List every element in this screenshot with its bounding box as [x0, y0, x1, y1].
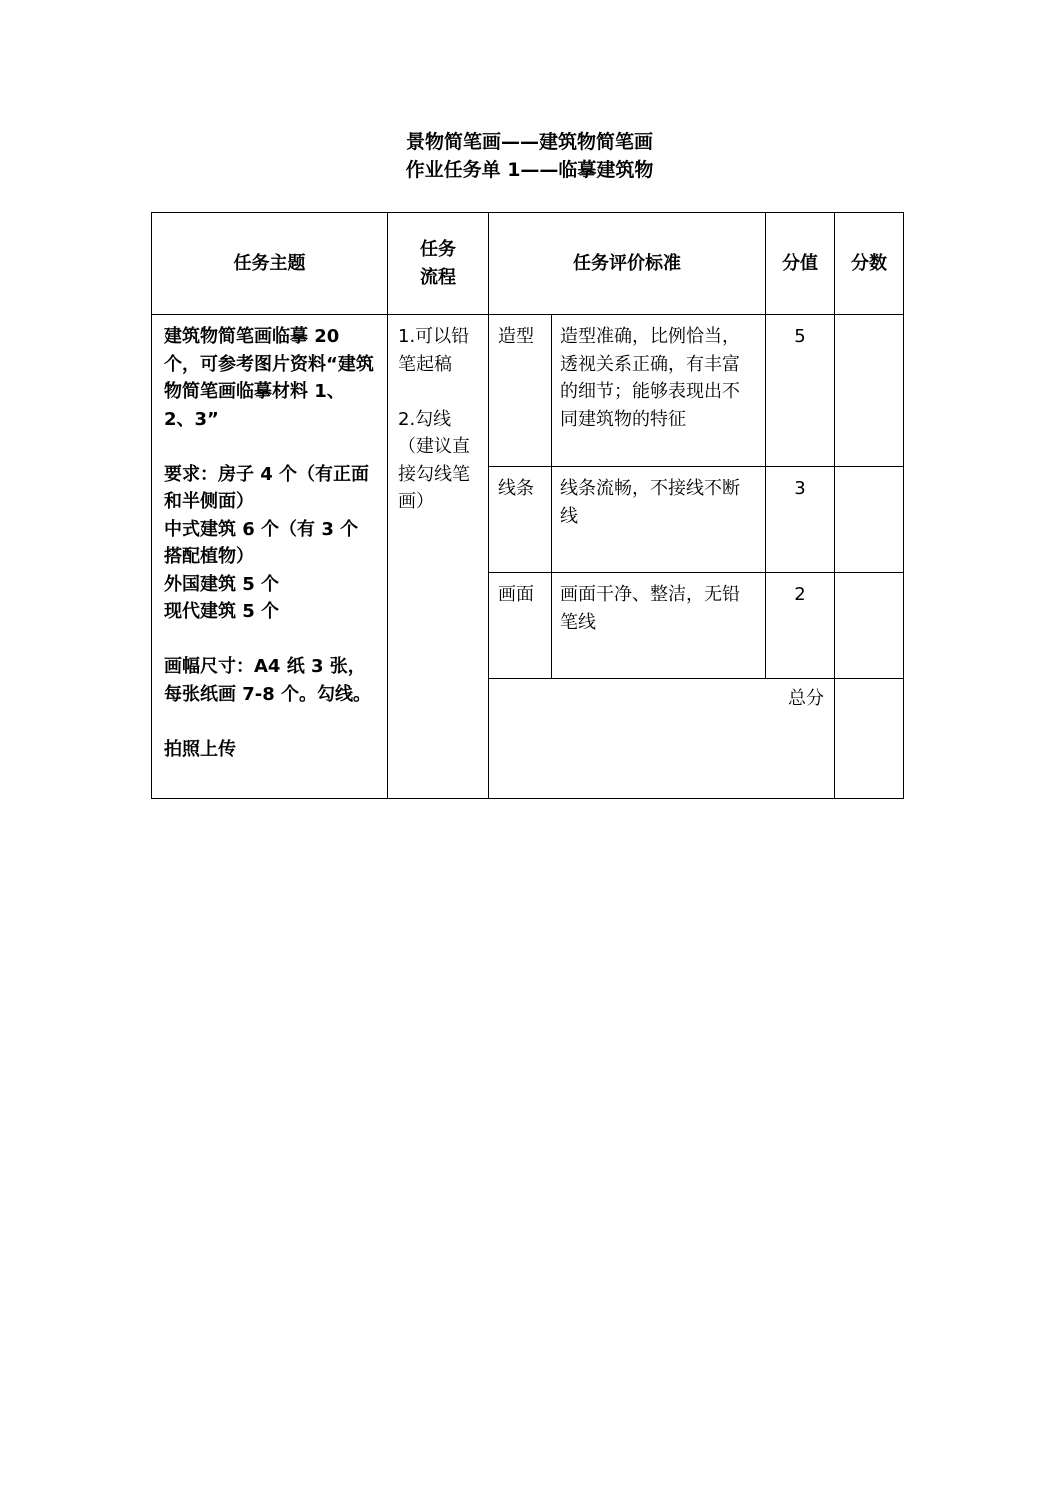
task-table	[151, 212, 904, 799]
document-title: 景物简笔画——建筑物简笔画	[405, 131, 653, 153]
header-criteria: 任务评价标准	[489, 213, 766, 315]
header-theme: 任务主题	[152, 213, 388, 315]
criterion-value: 3	[766, 467, 835, 573]
flow-step: 1.可以铅笔起稿	[398, 326, 470, 375]
theme-paragraph: 外国建筑 5 个	[164, 573, 280, 595]
theme-paragraph: 要求：房子 4 个（有正面和半侧面）	[164, 463, 370, 512]
header-flow-line2: 流程	[420, 266, 456, 288]
task-theme-cell	[152, 315, 388, 799]
flow-step: 2.勾线（建议直接勾线笔画）	[398, 408, 470, 512]
theme-paragraph: 拍照上传	[164, 738, 236, 760]
criterion-value: 2	[766, 573, 835, 679]
criterion-description: 画面干净、整洁，无铅笔线	[552, 573, 766, 679]
table-row	[152, 315, 904, 467]
criterion-name: 线条	[489, 467, 552, 573]
header-flow	[388, 213, 489, 315]
header-flow-line1: 任务	[420, 239, 456, 260]
theme-paragraph: 建筑物简笔画临摹 20 个，可参考图片资料“建筑物简笔画临摹材料 1、2、3”	[164, 326, 374, 430]
task-flow-cell	[388, 315, 489, 799]
theme-paragraph: 画幅尺寸：A4 纸 3 张，每张纸画 7-8 个。勾线。	[164, 656, 372, 705]
table-header-row	[152, 213, 904, 315]
criterion-score	[835, 467, 904, 573]
header-score: 分数	[835, 213, 904, 315]
document-title-block	[0, 128, 1059, 184]
criterion-score	[835, 315, 904, 467]
criterion-description: 线条流畅，不接线不断线	[552, 467, 766, 573]
criterion-description: 造型准确，比例恰当，透视关系正确，有丰富的细节；能够表现出不同建筑物的特征	[552, 315, 766, 467]
criterion-name: 造型	[489, 315, 552, 467]
total-score	[835, 679, 904, 799]
theme-paragraph: 中式建筑 6 个（有 3 个搭配植物）	[164, 518, 359, 567]
total-label: 总分	[489, 679, 835, 799]
criterion-value: 5	[766, 315, 835, 467]
criterion-name: 画面	[489, 573, 552, 679]
header-value: 分值	[766, 213, 835, 315]
criterion-score	[835, 573, 904, 679]
document-subtitle: 作业任务单 1——临摹建筑物	[405, 159, 654, 181]
theme-paragraph: 现代建筑 5 个	[164, 601, 280, 622]
